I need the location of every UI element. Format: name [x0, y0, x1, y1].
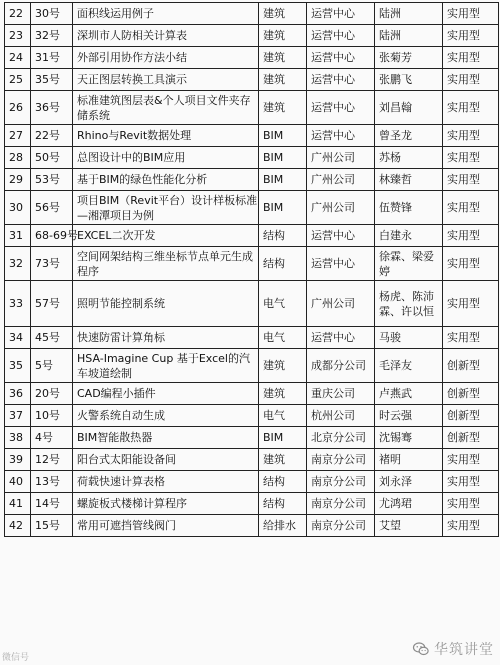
project-name-cell: 面积线运用例子	[73, 3, 259, 25]
discipline-cell: 建筑	[259, 383, 307, 405]
row-number-cell: 31	[5, 225, 31, 247]
table-row	[5, 427, 499, 449]
entry-code-cell: 53号	[31, 169, 73, 191]
table-row	[5, 147, 499, 169]
row-number-cell: 36	[5, 383, 31, 405]
category-cell: 创新型	[443, 427, 499, 449]
author-cell: 陆洲	[375, 25, 443, 47]
row-number-cell: 28	[5, 147, 31, 169]
organization-cell: 运营中心	[307, 91, 375, 125]
project-name-cell: 荷载快速计算表格	[73, 471, 259, 493]
category-cell: 实用型	[443, 191, 499, 225]
organization-cell: 广州公司	[307, 281, 375, 327]
row-number-cell: 42	[5, 515, 31, 537]
entry-code-cell: 56号	[31, 191, 73, 225]
organization-cell: 运营中心	[307, 25, 375, 47]
discipline-cell: 建筑	[259, 349, 307, 383]
discipline-cell: 建筑	[259, 91, 307, 125]
discipline-cell: 给排水	[259, 515, 307, 537]
entry-code-cell: 12号	[31, 449, 73, 471]
category-cell: 实用型	[443, 169, 499, 191]
entry-code-cell: 22号	[31, 125, 73, 147]
project-name-cell: Rhino与Revit数据处理	[73, 125, 259, 147]
category-cell: 实用型	[443, 69, 499, 91]
organization-cell: 成都分公司	[307, 349, 375, 383]
row-number-cell: 41	[5, 493, 31, 515]
project-name-cell: 常用可遮挡管线阀门	[73, 515, 259, 537]
discipline-cell: 结构	[259, 493, 307, 515]
discipline-cell: BIM	[259, 125, 307, 147]
category-cell: 实用型	[443, 47, 499, 69]
project-name-cell: 总图设计中的BIM应用	[73, 147, 259, 169]
entry-code-cell: 10号	[31, 405, 73, 427]
author-cell: 刘永泽	[375, 471, 443, 493]
project-name-cell: 外部引用协作方法小结	[73, 47, 259, 69]
entry-code-cell: 5号	[31, 349, 73, 383]
row-number-cell: 29	[5, 169, 31, 191]
author-cell: 杨虎、陈沛霖、许以恒	[375, 281, 443, 327]
wechat-icon	[412, 640, 430, 658]
author-cell: 张鹏飞	[375, 69, 443, 91]
entry-code-cell: 36号	[31, 91, 73, 125]
category-cell: 实用型	[443, 515, 499, 537]
discipline-cell: 建筑	[259, 3, 307, 25]
table-row	[5, 25, 499, 47]
row-number-cell: 38	[5, 427, 31, 449]
entry-code-cell: 57号	[31, 281, 73, 327]
discipline-cell: 建筑	[259, 25, 307, 47]
table-row	[5, 281, 499, 327]
organization-cell: 南京分公司	[307, 449, 375, 471]
author-cell: 林臻哲	[375, 169, 443, 191]
table-row	[5, 47, 499, 69]
watermark-text: 华筑讲堂	[434, 642, 494, 658]
table-row	[5, 91, 499, 125]
project-name-cell: 阳台式太阳能设备间	[73, 449, 259, 471]
project-name-cell: 螺旋板式楼梯计算程序	[73, 493, 259, 515]
organization-cell: 广州公司	[307, 147, 375, 169]
row-number-cell: 24	[5, 47, 31, 69]
author-cell: 陆洲	[375, 3, 443, 25]
category-cell: 实用型	[443, 25, 499, 47]
entry-code-cell: 4号	[31, 427, 73, 449]
author-cell: 卢燕武	[375, 383, 443, 405]
project-name-cell: 基于BIM的绿色性能化分析	[73, 169, 259, 191]
category-cell: 实用型	[443, 147, 499, 169]
row-number-cell: 34	[5, 327, 31, 349]
discipline-cell: 建筑	[259, 69, 307, 91]
author-cell: 尤鸿珺	[375, 493, 443, 515]
category-cell: 实用型	[443, 91, 499, 125]
author-cell: 褚明	[375, 449, 443, 471]
author-cell: 艾望	[375, 515, 443, 537]
table-row	[5, 125, 499, 147]
organization-cell: 运营中心	[307, 225, 375, 247]
corner-mark: 微信号	[2, 653, 30, 663]
entry-code-cell: 35号	[31, 69, 73, 91]
entry-code-cell: 68-69号	[31, 225, 73, 247]
organization-cell: 重庆公司	[307, 383, 375, 405]
row-number-cell: 33	[5, 281, 31, 327]
organization-cell: 南京分公司	[307, 515, 375, 537]
watermark	[412, 639, 494, 659]
table-row	[5, 247, 499, 281]
row-number-cell: 25	[5, 69, 31, 91]
organization-cell: 北京分公司	[307, 427, 375, 449]
category-cell: 创新型	[443, 405, 499, 427]
entry-code-cell: 20号	[31, 383, 73, 405]
category-cell: 实用型	[443, 3, 499, 25]
entry-code-cell: 30号	[31, 3, 73, 25]
row-number-cell: 22	[5, 3, 31, 25]
author-cell: 沈锡骞	[375, 427, 443, 449]
category-cell: 实用型	[443, 281, 499, 327]
author-cell: 苏杨	[375, 147, 443, 169]
discipline-cell: BIM	[259, 147, 307, 169]
author-cell: 张菊芳	[375, 47, 443, 69]
table-row	[5, 449, 499, 471]
category-cell: 实用型	[443, 247, 499, 281]
category-cell: 实用型	[443, 471, 499, 493]
author-cell: 时云强	[375, 405, 443, 427]
organization-cell: 南京分公司	[307, 493, 375, 515]
discipline-cell: 电气	[259, 327, 307, 349]
organization-cell: 广州公司	[307, 191, 375, 225]
table-row	[5, 191, 499, 225]
organization-cell: 运营中心	[307, 327, 375, 349]
discipline-cell: BIM	[259, 191, 307, 225]
project-name-cell: 深圳市人防相关计算表	[73, 25, 259, 47]
entry-code-cell: 31号	[31, 47, 73, 69]
entry-code-cell: 45号	[31, 327, 73, 349]
row-number-cell: 27	[5, 125, 31, 147]
row-number-cell: 23	[5, 25, 31, 47]
project-name-cell: HSA-Imagine Cup 基于Excel的汽车坡道绘制	[73, 349, 259, 383]
discipline-cell: 电气	[259, 405, 307, 427]
entry-code-cell: 32号	[31, 25, 73, 47]
discipline-cell: 建筑	[259, 47, 307, 69]
discipline-cell: 结构	[259, 471, 307, 493]
author-cell: 白建永	[375, 225, 443, 247]
discipline-cell: 结构	[259, 247, 307, 281]
entry-code-cell: 13号	[31, 471, 73, 493]
organization-cell: 运营中心	[307, 3, 375, 25]
project-name-cell: 天正图层转换工具演示	[73, 69, 259, 91]
row-number-cell: 37	[5, 405, 31, 427]
table-row	[5, 515, 499, 537]
author-cell: 徐霖、梁爱婷	[375, 247, 443, 281]
row-number-cell: 40	[5, 471, 31, 493]
row-number-cell: 32	[5, 247, 31, 281]
organization-cell: 运营中心	[307, 47, 375, 69]
row-number-cell: 30	[5, 191, 31, 225]
organization-cell: 运营中心	[307, 247, 375, 281]
table-row	[5, 493, 499, 515]
author-cell: 曾圣龙	[375, 125, 443, 147]
table-row	[5, 349, 499, 383]
author-cell: 马骏	[375, 327, 443, 349]
organization-cell: 杭州公司	[307, 405, 375, 427]
project-table	[4, 2, 499, 537]
project-name-cell: 空间网架结构三维坐标节点单元生成程序	[73, 247, 259, 281]
entry-code-cell: 73号	[31, 247, 73, 281]
table-row	[5, 327, 499, 349]
table-row	[5, 405, 499, 427]
project-name-cell: 快速防雷计算角标	[73, 327, 259, 349]
category-cell: 实用型	[443, 449, 499, 471]
category-cell: 实用型	[443, 125, 499, 147]
category-cell: 创新型	[443, 349, 499, 383]
row-number-cell: 26	[5, 91, 31, 125]
organization-cell: 运营中心	[307, 69, 375, 91]
project-name-cell: BIM智能散热器	[73, 427, 259, 449]
category-cell: 实用型	[443, 327, 499, 349]
row-number-cell: 35	[5, 349, 31, 383]
organization-cell: 广州公司	[307, 169, 375, 191]
category-cell: 实用型	[443, 493, 499, 515]
entry-code-cell: 50号	[31, 147, 73, 169]
row-number-cell: 39	[5, 449, 31, 471]
discipline-cell: 结构	[259, 225, 307, 247]
table-row	[5, 169, 499, 191]
discipline-cell: BIM	[259, 427, 307, 449]
author-cell: 毛泽友	[375, 349, 443, 383]
organization-cell: 运营中心	[307, 125, 375, 147]
category-cell: 实用型	[443, 225, 499, 247]
table-row	[5, 69, 499, 91]
author-cell: 伍赞锋	[375, 191, 443, 225]
discipline-cell: 建筑	[259, 449, 307, 471]
project-name-cell: CAD编程小插件	[73, 383, 259, 405]
project-name-cell: 照明节能控制系统	[73, 281, 259, 327]
discipline-cell: BIM	[259, 169, 307, 191]
category-cell: 创新型	[443, 383, 499, 405]
entry-code-cell: 15号	[31, 515, 73, 537]
discipline-cell: 电气	[259, 281, 307, 327]
project-name-cell: EXCEL二次开发	[73, 225, 259, 247]
author-cell: 刘昌翰	[375, 91, 443, 125]
entry-code-cell: 14号	[31, 493, 73, 515]
table-row	[5, 3, 499, 25]
project-name-cell: 火警系统自动生成	[73, 405, 259, 427]
organization-cell: 南京分公司	[307, 471, 375, 493]
table-row	[5, 225, 499, 247]
project-name-cell: 标准建筑图层表&个人项目文件夹存储系统	[73, 91, 259, 125]
table-row	[5, 383, 499, 405]
table-row	[5, 471, 499, 493]
project-name-cell: 项目BIM（Revit平台）设计样板标准—湘潭项目为例	[73, 191, 259, 225]
